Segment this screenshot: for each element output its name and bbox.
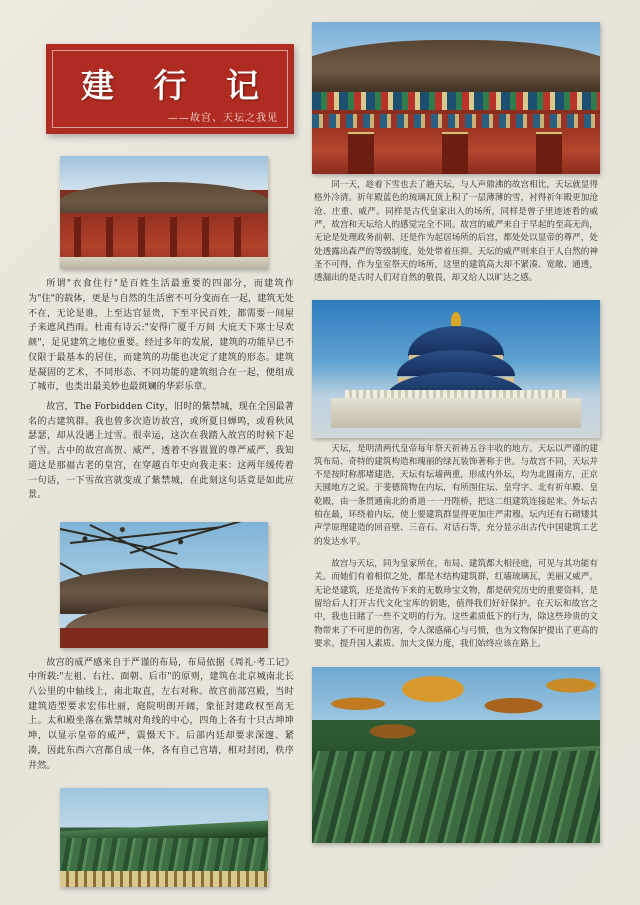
red-wall xyxy=(60,628,268,648)
stone-base xyxy=(60,257,268,269)
left-body-text xyxy=(28,277,294,508)
left-column xyxy=(26,22,296,887)
right-caption-temple xyxy=(314,443,598,554)
pillar-row xyxy=(60,217,268,261)
palace-hall-photo xyxy=(60,156,268,269)
right-column xyxy=(312,22,600,887)
page-subtitle: ——故宫、天坛之我见 xyxy=(168,113,278,125)
paragraph: 同一天，趁着下雪也去了趟天坛，与人声鼎沸的故宫相比，天坛就显得格外冷清。祈年殿蓝色的琉璃瓦顶上积了一层薄薄的雪，衬得祈年殿更加沧沧、庄重、威严。同样是古代皇家出入的场所，同样是曾子里迹迹看的威严，故宫和天坛给人的感觉完全不同。故宫的威严来自于早起的至高无尚，无论是处理政务前朝、还是作为起居场所的后宫，都处处以显帝的尊严，处处透露出森严的等级制度，处处带着压抑。天坛的威严则来自于人自然的神圣不可得，作为皇室祭天的场所，这里的建筑高大却不紧凑、宽敞、通透，透漏出的是古时人们对自然的敬畏，却又给人以旷达之感。 xyxy=(314,180,598,284)
eave-band xyxy=(60,871,268,887)
paragraph: 故宫的威严感来自于严谨的布局，布局依据《周礼·考工记》中所载:"左祖、右社、面朝、后市"的原则，建筑在北京城南北长八公里的中轴线上，南北取直，左右对称。故宫前部宫殿，当时建筑造型要求宏伟壮丽，庭院明朗开阔，象征封建政权至高无上。太和殿坐落在紫禁城对角线的中心，四角上各有十只古坤坤坤，以显示皇帝的威严，震慑天下。后部内廷却要求深邃、紧凑，因此东西六宫都自成一体，各有自己宫墙，相对封闭，秩序井然。 xyxy=(28,657,294,771)
temple-red-hall-photo xyxy=(312,22,600,174)
green-glazed-roof-photo xyxy=(60,788,268,887)
painted-beam-upper xyxy=(312,92,600,110)
left-body-text-cont xyxy=(28,656,294,779)
page-title: 建 行 记 xyxy=(81,66,273,105)
marble-terrace xyxy=(331,398,581,428)
painted-beam-lower xyxy=(312,114,600,128)
right-paragraph-bottom xyxy=(314,558,598,655)
paragraph: 故宫，The Forbidden City，旧时的紫禁城，现在全国最著名的古建筑群。我也曾多次造访故宫，或所夏日蝉鸣，或看秋风瑟瑟，却从没遇上过雪。很幸运，这次在我踏入故宫的时候下起了雪。古中的故宫高贺、威严，透着不容置置的尊严威严，我知道这是那福古老的皇宫，在穿越百年史向我走来：这两年缓传着一句话，一下雪故宫就变成了紫禁城，在此刻这句话竟是如此应景。 xyxy=(28,402,294,501)
door xyxy=(442,132,468,174)
right-paragraph-top xyxy=(314,179,598,290)
door xyxy=(348,132,374,174)
paragraph: 故宫与天坛，同为皇家所在，布局、建筑都大相径庭，可见与其功能有关。而她们有着相似之处，都是木结构建筑群，红墙琉璃瓦，美丽又威严。无论是建筑，还是流传下来的无数珍宝文物，都是研究历史的重要资料，是留给后人打开古代文化宝库的钥匙，值得我们好好保护。在天坛和故宫之中，我也日睹了一些不文明的行为。这些素质低下的行为，除这些珍贵的文物带来了不可逆的伤害，令人深感痛心与弓愤，也为文物保护提出了更高的要求。提升国人素质、加大文保力度，我们始终应该在路上。 xyxy=(314,559,598,649)
title-block xyxy=(46,44,294,134)
autumn-roof-photo xyxy=(312,667,600,843)
page-columns xyxy=(26,22,614,887)
paragraph: 所谓"衣食住行"是百姓生活最重要的四部分，而建筑作为"住"的载体，更是与自然的生活密不可分变而在一起，建筑无处不在，无论是谁，上至达官显贵，下至平民百姓，都需要一间屋子来遮风挡雨。杜甫有诗云:"安得广厦千万间 大庇天下寒士尽欢颜"，足见建筑之地位重要。经过多年的发展，建筑的功能早已不仅限于最基本的居住，而建筑的功能也决定了建筑的形态。建筑是凝固的艺术，不同形态、不同功能的建筑组合在一起，便组成了城市，也类出最美妙也最斑斓的华彩乐章。 xyxy=(28,279,294,393)
paragraph: 天坛，是明清两代皇帝每年祭天祈祷五谷丰收的地方。天坛以严谨的建筑布局、奇特的建筑构造和瑰丽的绿瓦装饰著称于世。与故宫不同，天坛并不是按时称那堵建造，天坛有坛墙两重，形成内外坛，均为北圆南方，正京天圆地方之说。于斐德简物在内坛，有所围住坛、皇穹字、北有祈年殿、皇乾殿，由一条贯通南北的甬道一一丹陛桥，把这二组建筑连接起来。外坛古柏在最，环绕着内坛，使上要建筑群显得更加庄严肃穆。坛内还有石砌矮其声学原理建造的回音壁、三音石、对话石等，充分显示出古代中国建筑工艺的发达水平。 xyxy=(314,443,598,547)
autumn-foliage xyxy=(312,667,600,759)
green-tiled-roof xyxy=(312,751,600,843)
winter-tree-roof-photo xyxy=(60,522,268,647)
door xyxy=(536,132,562,174)
temple-of-heaven-photo xyxy=(312,300,600,438)
roof-main xyxy=(312,40,600,94)
